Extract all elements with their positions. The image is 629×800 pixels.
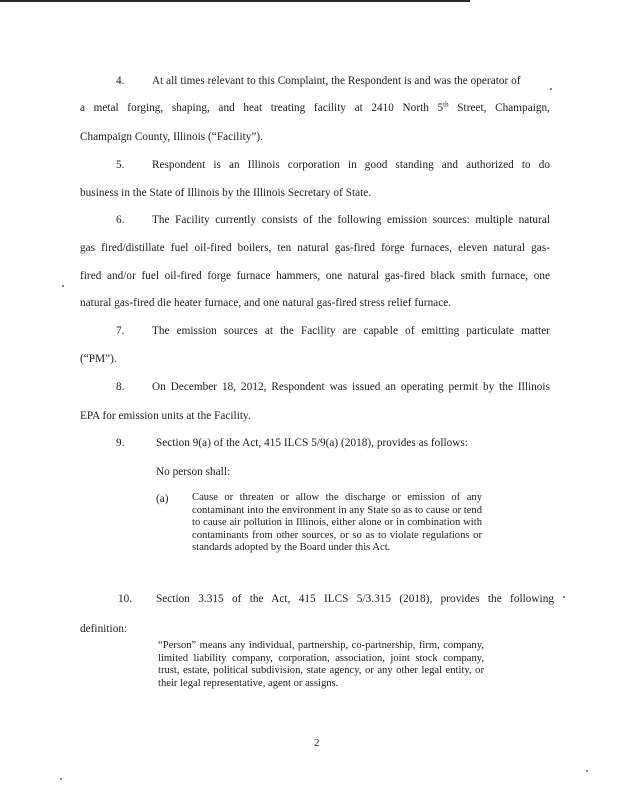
paragraph-4-line-1: At all times relevant to this Complaint, the Respondent is and was the operator of bbox=[152, 75, 521, 87]
paragraph-4-line-2-end: Street, Champaign, bbox=[448, 102, 550, 114]
paragraph-7-number: 7. bbox=[116, 325, 125, 337]
scan-speck bbox=[62, 285, 64, 287]
paragraph-6-line-3: fired and/or fuel oil-fired forge furnace hammers, one natural gas-fired black smith furnace, one bbox=[80, 270, 550, 282]
paragraph-10-line-2: definition: bbox=[80, 623, 128, 635]
paragraph-4-line-2 bbox=[80, 101, 550, 115]
paragraph-10-line-1: Section 3.315 of the Act, 415 ILCS 5/3.315 (2018), provides the following bbox=[156, 593, 554, 605]
paragraph-8-line-2: EPA for emission units at the Facility. bbox=[80, 410, 251, 422]
paragraph-9-item-label: (a) bbox=[156, 493, 169, 505]
paragraph-6-line-4: natural gas-fired die heater furnace, and one natural gas-fired stress relief furnace. bbox=[80, 297, 452, 309]
paragraph-10-quote: “Person” means any individual, partnership, co-partnership, firm, company, limited liability company, corporation, association, joint stock company, trust, estate, political subdivision, state agency, or any other legal entity, or their legal representative, agent or assigns. bbox=[158, 640, 484, 689]
page-number: 2 bbox=[314, 737, 320, 749]
scan-speck bbox=[563, 596, 565, 598]
paragraph-8-line-1: On December 18, 2012, Respondent was issued an operating permit by the Illinois bbox=[152, 381, 550, 393]
paragraph-9-line-1: Section 9(a) of the Act, 415 ILCS 5/9(a) (2018), provides as follows: bbox=[156, 437, 468, 449]
paragraph-5-line-1: Respondent is an Illinois corporation in good standing and authorized to do bbox=[152, 159, 550, 171]
paragraph-6-line-1: The Facility currently consists of the following emission sources: multiple natural bbox=[152, 214, 550, 226]
paragraph-9-intro: No person shall: bbox=[156, 466, 231, 478]
paragraph-5-number: 5. bbox=[116, 159, 125, 171]
paragraph-6-line-2: gas fired/distillate fuel oil-fired boilers, ten natural gas-fired forge furnaces, eleven natural gas- bbox=[80, 242, 550, 254]
paragraph-4-line-3: Champaign County, Illinois (“Facility”). bbox=[80, 131, 264, 143]
paragraph-7-line-2: (“PM”). bbox=[80, 353, 117, 365]
scan-edge-line bbox=[0, 0, 470, 2]
scan-speck bbox=[550, 88, 552, 90]
paragraph-4-superscript: th bbox=[443, 100, 449, 109]
paragraph-5-line-2: business in the State of Illinois by the Illinois Secretary of State. bbox=[80, 187, 372, 199]
scan-speck bbox=[586, 770, 588, 772]
paragraph-7-line-1: The emission sources at the Facility are capable of emitting particulate matter bbox=[152, 325, 550, 337]
paragraph-8-number: 8. bbox=[116, 381, 125, 393]
scan-speck bbox=[60, 778, 62, 780]
paragraph-4-number: 4. bbox=[116, 75, 125, 87]
paragraph-9-item-text: Cause or threaten or allow the discharge or emission of any contaminant into the environment in any State so as to cause or tend to cause air pollution in Illinois, either alone or in combination with contaminants from other sources, or so as to violate regulations or standards adopted by the Board under this Act. bbox=[192, 492, 482, 554]
paragraph-10-number: 10. bbox=[118, 593, 132, 605]
paragraph-9-number: 9. bbox=[116, 437, 125, 449]
paragraph-6-number: 6. bbox=[116, 214, 125, 226]
paragraph-4-line-2-text: a metal forging, shaping, and heat treating facility at 2410 North 5 bbox=[80, 102, 444, 114]
